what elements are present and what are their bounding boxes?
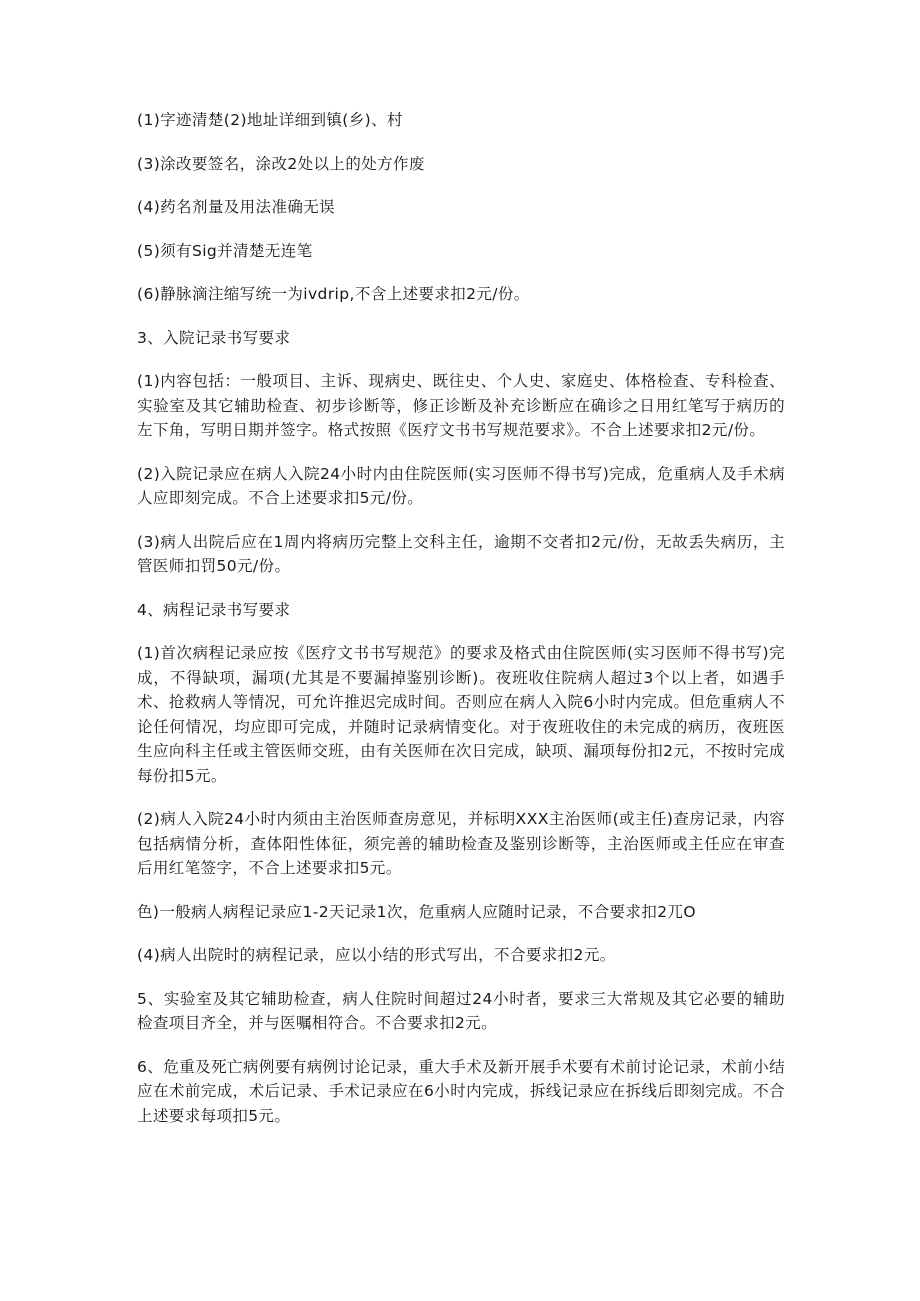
item-3-alteration-signature: (3)涂改要签名，涂改2处以上的处方作废 xyxy=(137,154,425,173)
section-6-case-discussion: 6、危重及死亡病例要有病例讨论记录，重大手术及新开展手术要有术前讨论记录，术前小结应在术前完成，术后记录、手术记录应在6小时内完成，拆线记录应在拆线后即刻完成。不合上述要求每项扣5元。 xyxy=(137,1057,785,1125)
section-5-lab-tests: 5、实验室及其它辅助检查，病人住院时间超过24小时者，要求三大常规及其它必要的辅助检查项目齐全，并与医嘱相符合。不合要求扣2元。 xyxy=(137,989,785,1032)
admission-record-content: (1)内容包括：一般项目、主诉、现病史、既往史、个人史、家庭史、体格检查、专科检查、实验室及其它辅助检查、初步诊断等，修正诊断及补充诊断应在确诊之日用红笔写于病历的左下角，写明日期并签字。格式按照《医疗文书书写规范要求》。不合上述要求扣2元/份。 xyxy=(137,372,785,439)
item-4-drug-dosage: (4)药名剂量及用法准确无误 xyxy=(137,198,336,216)
section-4-heading: 4、病程记录书写要求 xyxy=(137,600,291,619)
admission-record-deadline: (2)入院记录应在病人入院24小时内由住院医师(实习医师不得书写)完成，危重病人及手术病人应即刻完成。不合上述要求扣5元/份。 xyxy=(137,464,785,507)
item-6-ivdrip-abbreviation: (6)静脉滴注缩写统一为ivdrip,不含上述要求扣2元/份。 xyxy=(137,285,530,303)
progress-note-frequency: 色)一般病人病程记录应1-2天记录1次，危重病人应随时记录，不合要求扣2兀O xyxy=(137,902,696,921)
item-5-sig-required: (5)须有Sig并清楚无连笔 xyxy=(137,241,313,260)
section-3-heading: 3、入院记录书写要求 xyxy=(137,328,291,347)
attending-ward-round: (2)病人入院24小时内须由主治医师查房意见，并标明XXX主治医师(或主任)查房记录，内容包括病情分析，查体阳性体征，须完善的辅助检查及鉴别诊断等，主治医师或主任应在审查后用红笔签字，不合上述要求扣5元。 xyxy=(137,810,785,877)
first-progress-note: (1)首次病程记录应按《医疗文书书写规范》的要求及格式由住院医师(实习医师不得书写)完成，不得缺项，漏项(尤其是不要漏掉鉴别诊断)。夜班收住院病人超过3个以上者，如遇手术、抢救病人等情况，可允许推迟完成时间。否则应在病人入院6小时内完成。但危重病人不论任何情况，均应即可完成，并随时记录病情变化。对于夜班收住的未完成的病历，夜班医生应向科主任或主管医师交班，由有关医师在次日完成，缺项、漏项每份扣2元，不按时完成每份扣5元。 xyxy=(137,644,785,785)
item-1-clear-handwriting: (1)字迹清楚(2)地址详细到镇(乡)、村 xyxy=(137,111,403,129)
document-body xyxy=(137,108,785,1147)
discharge-record-submission: (3)病人出院后应在1周内将病历完整上交科主任，逾期不交者扣2元/份，无故丢失病历，主管医师扣罚50元/份。 xyxy=(137,532,785,575)
discharge-progress-note: (4)病人出院时的病程记录，应以小结的形式写出，不合要求扣2元。 xyxy=(137,946,616,964)
